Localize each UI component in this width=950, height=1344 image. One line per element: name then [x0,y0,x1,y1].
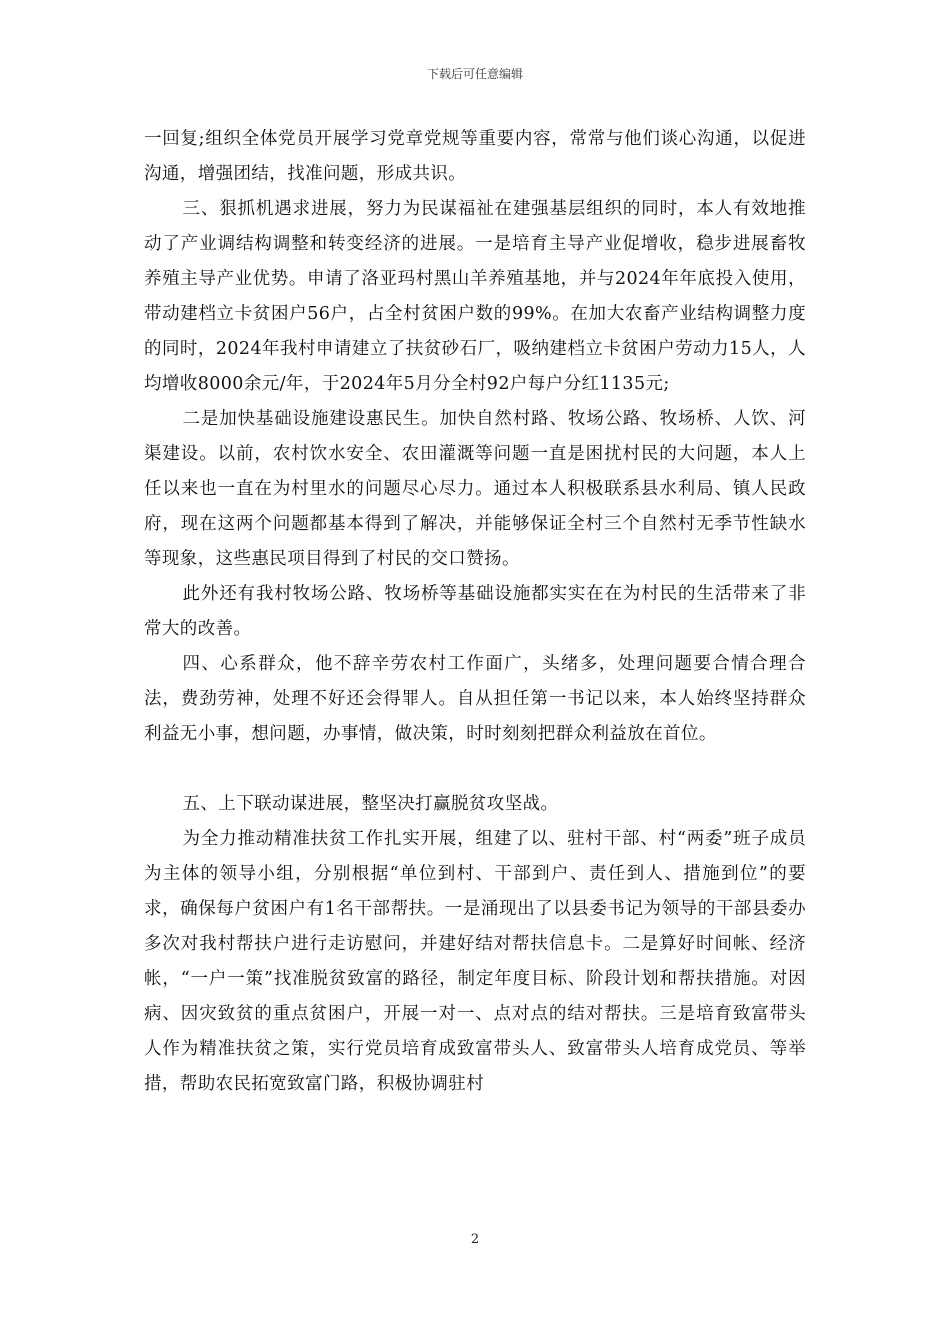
paragraph-section-four: 四、心系群众，他不辞辛劳农村工作面广，头绪多，处理问题要合情合理合法，费劲劳神，处理不好还会得罪人。自从担任第一书记以来，本人始终坚持群众利益无小事，想问题，办事情，做决策，时时刻刻把群众利益放在首位。 [144,654,806,744]
paragraph-infrastructure: 二是加快基础设施建设惠民生。加快自然村路、牧场公路、牧场桥、人饮、河渠建设。以前，农村饮水安全、农田灌溉等问题一直是困扰村民的大问题，本人上任以来也一直在为村里水的问题尽心尽力。通过本人积极联系县水利局、镇人民政府，现在这两个问题都基本得到了解决，并能够保证全村三个自然村无季节性缺水等现象，这些惠民项目得到了村民的交口赞扬。 [144,409,806,569]
paragraph-section-five-heading: 五、上下联动谋进展，整坚决打赢脱贫攻坚战。 [182,794,559,814]
paragraph-section-three: 三、狠抓机遇求进展，努力为民谋福祉在建强基层组织的同时，本人有效地推动了产业调结构调整和转变经济的进展。一是培育主导产业促增收，稳步进展畜牧养殖主导产业优势。申请了洛亚玛村黑山羊养殖基地，并与2024年年底投入使用，带动建档立卡贫困户56户，占全村贫困户数的99%。在加大农畜产业结构调整力度的同时，2024年我村申请建立了扶贫砂石厂，吸纳建档立卡贫困户劳动力15人，人均增收8000余元/年，于2024年5月分全村92户每户分红1135元; [144,199,806,394]
paragraph-poverty-alleviation: 为全力推动精准扶贫工作扎实开展，组建了以、驻村干部、村“两委”班子成员为主体的领导小组，分别根据“单位到村、干部到户、责任到人、措施到位”的要求，确保每户贫困户有1名干部帮扶。一是涌现出了以县委书记为领导的干部县委办多次对我村帮扶户进行走访慰问，并建好结对帮扶信息卡。二是算好时间帐、经济帐，“一户一策”找准脱贫致富的路径，制定年度目标、阶段计划和帮扶措施。对因病、因灾致贫的重点贫困户，开展一对一、点对点的结对帮扶。三是培育致富带头人作为精准扶贫之策，实行党员培育成致富带头人、致富带头人培育成党员、等举措，帮助农民拓宽致富门路，积极协调驻村 [144,829,806,1094]
paragraph-continuation: 一回复;组织全体党员开展学习党章党规等重要内容，常常与他们谈心沟通，以促进沟通，增强团结，找准问题，形成共识。 [144,129,806,184]
document-body [144,122,806,1102]
paragraph-additionally: 此外还有我村牧场公路、牧场桥等基础设施都实实在在为村民的生活带来了非常大的改善。 [144,584,806,639]
page-number: 2 [470,1232,480,1247]
page-header: 下载后可任意编辑 [426,67,523,81]
